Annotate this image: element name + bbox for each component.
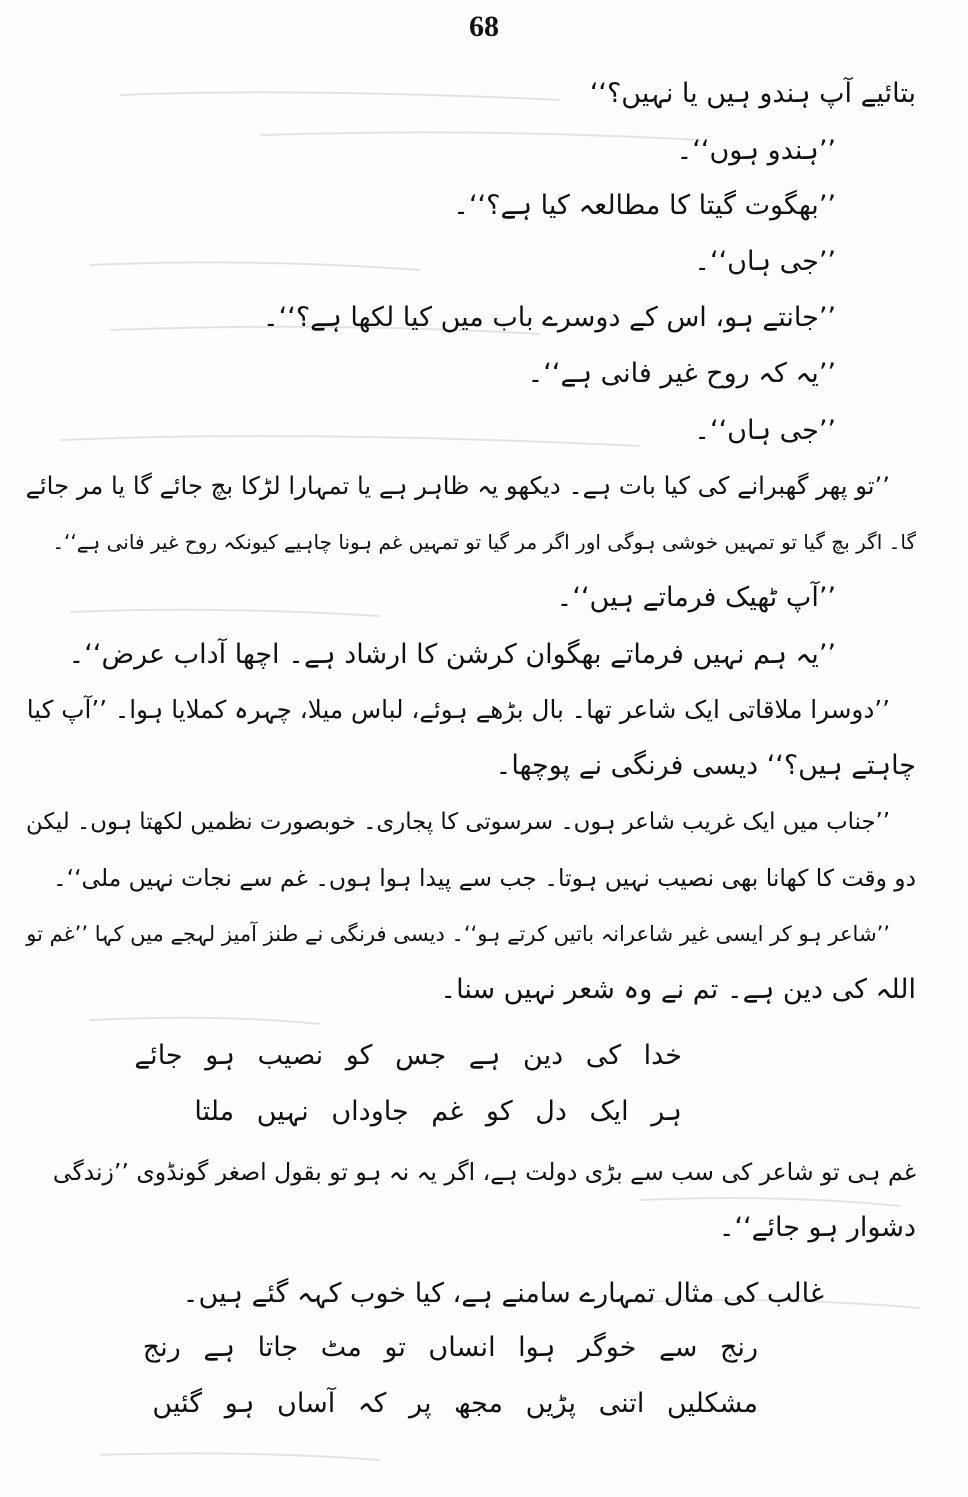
page-number: 68 <box>469 10 499 43</box>
couplet-1-line-2: ہر ایک دل کو غم جاوداں نہیں ملتا <box>194 1096 682 1127</box>
text-line-2: ’’ہندو ہوں‘‘۔ <box>676 135 836 166</box>
text-line-18: غم ہی تو شاعر کی سب سے بڑی دولت ہے، اگر یہ نہ ہو تو بقول اصغر گونڈوی ’’زندگی <box>52 1158 916 1186</box>
text-line-16: ’’شاعر ہو کر ایسی غیر شاعرانہ باتیں کرتے ہو‘‘۔ دیسی فرنگی نے طنز آمیز لہجے میں کہا ’’غم تو <box>26 921 890 946</box>
text-line-13: چاہتے ہیں؟‘‘ دیسی فرنگی نے پوچھا۔ <box>495 750 916 781</box>
text-line-1: بتائیے آپ ہندو ہیں یا نہیں؟‘‘ <box>589 78 916 109</box>
text-line-20: غالب کی مثال تمہارے سامنے ہے، کیا خوب کہہ گئے ہیں۔ <box>182 1278 824 1309</box>
couplet-2-line-1: رنج سے خوگر ہوا انساں تو مٹ جاتا ہے رنج <box>142 1332 758 1363</box>
text-line-12: ’’دوسرا ملاقاتی ایک شاعر تھا۔ بال بڑھے ہوئے، لباس میلا، چہرہ کملایا ہوا۔ ’’آپ کیا <box>26 695 890 724</box>
text-line-5: ’’جانتے ہو، اس کے دوسرے باب میں کیا لکھا ہے؟‘‘۔ <box>262 302 836 333</box>
text-line-4: ’’جی ہاں‘‘۔ <box>694 246 836 277</box>
text-line-3: ’’بھگوت گیتا کا مطالعہ کیا ہے؟‘‘۔ <box>453 190 836 221</box>
text-line-9: گا۔ اگر بچ گیا تو تمہیں خوشی ہوگی اور اگر مر گیا تو تمہیں غم ہونا چاہیے کیونکہ روح غیر فانی ہے‘‘۔ <box>52 530 916 554</box>
text-line-11: ’’یہ ہم نہیں فرماتے بھگوان کرشن کا ارشاد ہے۔ اچھا آداب عرض‘‘۔ <box>68 639 836 670</box>
text-line-10: ’’آپ ٹھیک فرماتے ہیں‘‘۔ <box>556 582 836 613</box>
text-line-17: اللہ کی دین ہے۔ تم نے وہ شعر نہیں سنا۔ <box>440 974 916 1005</box>
text-line-19: دشوار ہو جائے‘‘۔ <box>718 1212 916 1243</box>
couplet-1-line-1: خدا کی دین ہے جس کو نصیب ہو جائے <box>134 1040 682 1071</box>
couplet-2-line-2: مشکلیں اتنی پڑیں مجھ پر کہ آساں ہو گئیں <box>152 1388 758 1419</box>
text-line-7: ’’جی ہاں‘‘۔ <box>694 415 836 446</box>
text-line-8: ’’تو پھر گھبرانے کی کیا بات ہے۔ دیکھو یہ ظاہر ہے یا تمہارا لڑکا بچ جائے گا یا مر جائے <box>25 471 890 500</box>
text-line-15: دو وقت کا کھانا بھی نصیب نہیں ہوتا۔ جب سے پیدا ہوا ہوں۔ غم سے نجات نہیں ملی‘‘۔ <box>52 864 916 892</box>
text-line-6: ’’یہ کہ روح غیر فانی ہے‘‘۔ <box>527 358 836 389</box>
text-line-14: ’’جناب میں ایک غریب شاعر ہوں۔ سرسوتی کا پجاری۔ خوبصورت نظمیں لکھتا ہوں۔ لیکن <box>26 809 890 835</box>
